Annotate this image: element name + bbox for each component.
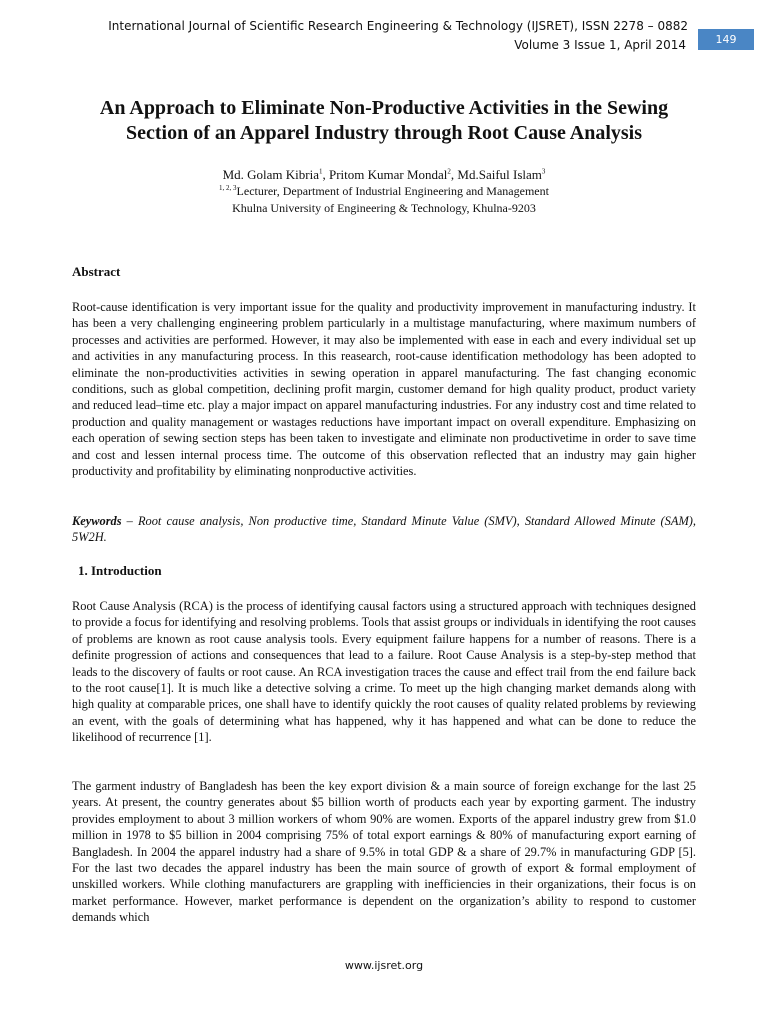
author-superscript: 1 — [318, 167, 323, 176]
title-line-2: Section of an Apparel Industry through Root Cause Analysis — [125, 122, 643, 144]
keywords-text: – Root cause analysis, Non productive time, Standard Minute Value (SMV), Standard Allowed Minute (SAM), 5W2H. — [72, 514, 696, 545]
page-number-badge: 149 — [698, 29, 754, 50]
author-list: Md. Golam Kibria$^1$, Pritom Kumar Mondal$^2$, Md.Saiful Islam$^3$ — [222, 167, 546, 182]
introduction-heading: 1. Introduction — [78, 563, 162, 578]
title-line-1: An Approach to Eliminate Non-Productive Activities in the Sewing — [99, 97, 669, 119]
introduction-paragraph: The garment industry of Bangladesh has been the key export division & a main source of foreign exchange for the last 25 years. At present, the country generates about $5 billion worth of products each year by exporting garment. The industry provides employment to about 3 million workers of whom 90% are women. Exports of the apparel industry grew from $1.0 million in 1978 to $5 billion in 2004 comprising 75% of total export earnings & 80% of manufacturing export earning of Bangladesh. In 2004 the apparel industry had a share of 9.5% in total GDP & a share of 29.7% in manufacturing GDP [5]. For the last two decades the apparel industry has been the main source of growth of export & formal employment of unskilled workers. While clothing manufacturers are grappling with inefficiencies in their organizations, their focus is on market performance. However, market performance is dependent on the organization’s ability to respond to customer demands which — [72, 779, 696, 925]
affiliation-superscript: 1, 2, 3 — [219, 184, 237, 192]
volume-issue: Volume 3 Issue 1, April 2014 — [514, 38, 686, 52]
author-name: Md.Saiful Islam — [457, 167, 542, 182]
journal-header: International Journal of Scientific Research Engineering & Technology (IJSRET), ISSN 2278 – 0882 — [108, 19, 688, 33]
affiliation-line-1 — [60, 184, 708, 199]
footer-website: www.ijsret.org — [344, 959, 424, 972]
abstract-text: Root-cause identification is very important issue for the quality and productivity improvement in manufacturing industry. It has been a very challenging engineering problem particularly in a multistage manufacturing, where maximum numbers of processes and activities are performed. However, it may also be implemented with ease in each and every individual set up and activities in any manufacturing process. In this reasearch, root-cause identification methodology has been adopted to eliminate the non-productivities activities in sewing operation in apparel manufacturing. The fast changing economic conditions, such as global competition, declining profit margin, customer demand for high quality product, product variety and reduced lead–time etc. play a major impact on apparel manufacturing industries. For any industry cost and time related to production and quality management or wastages reductions have important impact on overall expenditure. Emphasizing on each operation of sewing section steps has been taken to investigate and eliminate non productivetime in order to save time and cost and lessen internal process time. The outcome of this observation reflected that an industry may gain higher productivity and profitability by eliminating nonproductive activities. — [72, 300, 696, 479]
introduction-paragraph: Root Cause Analysis (RCA) is the process of identifying causal factors using a structured approach with techniques designed to provide a focus for identifying and resolving problems. Tools that assist groups or individuals in identifying the root causes of problems are known as root cause analysis tools. Every equipment failure happens for a number of reasons. There is a definite progression of actions and consequences that lead to a failure. Root Cause Analysis is a step-by-step method that leads to the discovery of faults or root cause. An RCA investigation traces the cause and effect trail from the end failure back to the root cause[1]. It is much like a detective solving a crime. To meet up the high changing market demands along with high quality at comparable prices, one shall have to identify quickly the root causes of quality related problems by reviewing an event, with the goals of determining what has happened, why it has happened and what can be done to reduce the likelihood of recurrence [1]. — [72, 599, 696, 745]
affiliation-text: Lecturer, Department of Industrial Engineering and Management — [236, 184, 549, 198]
keywords-label: Keywords — [72, 514, 122, 528]
author-name: Md. Golam Kibria — [222, 167, 319, 182]
author-superscript: 3 — [541, 167, 546, 176]
abstract-heading: Abstract — [72, 264, 121, 279]
keywords — [72, 513, 696, 546]
author-superscript: 2 — [447, 167, 451, 176]
paper-title — [60, 96, 708, 146]
author-name: Pritom Kumar Mondal — [328, 167, 448, 182]
affiliation-line-2: Khulna University of Engineering & Technology, Khulna-9203 — [232, 201, 536, 215]
